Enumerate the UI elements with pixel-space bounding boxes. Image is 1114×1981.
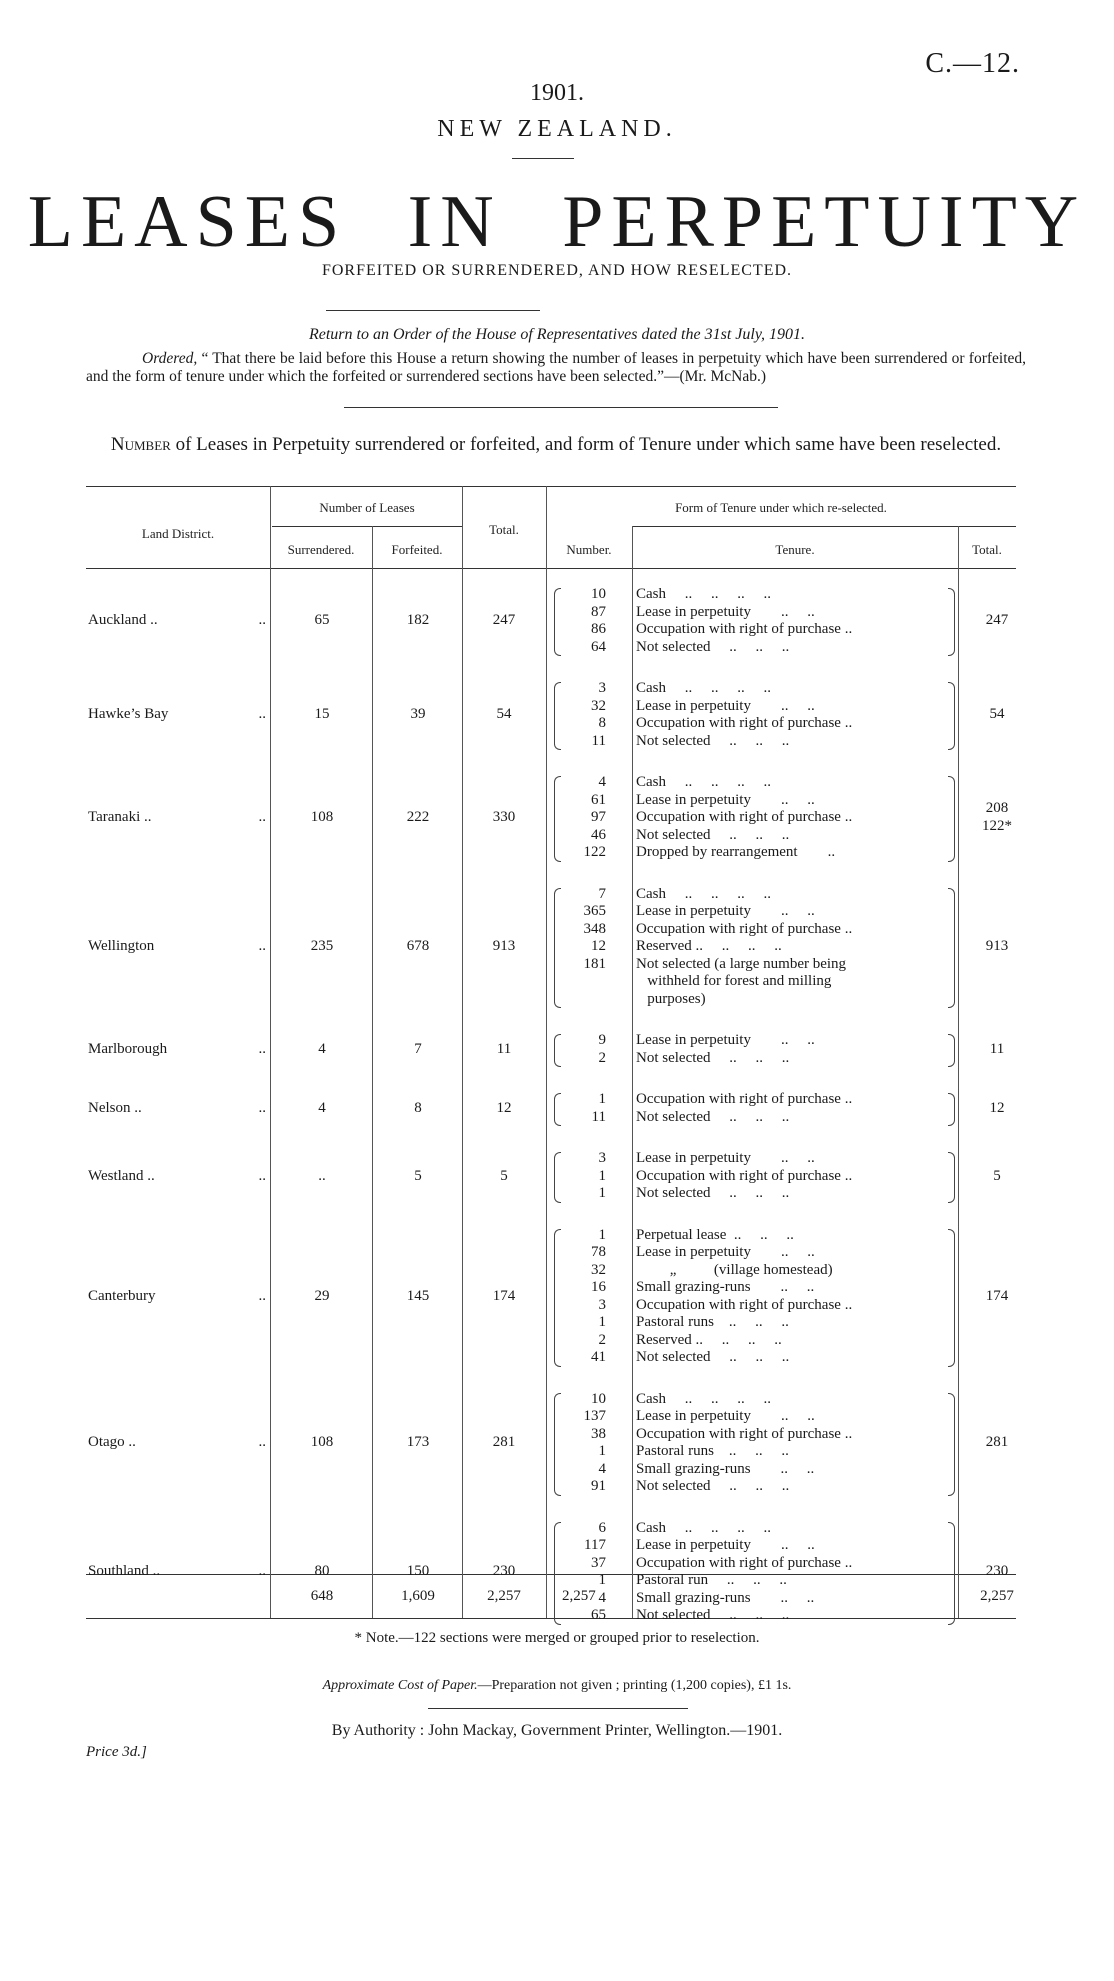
surrendered-count: 108 [310, 809, 334, 825]
tenure-type: Occupation with right of purchase .. [636, 621, 853, 637]
total-surrendered: 648 [310, 1588, 334, 1604]
ordered-word: Ordered, [142, 350, 198, 367]
surrendered-count: 235 [310, 938, 334, 954]
tenure-type: Not selected .. .. .. [636, 1108, 790, 1125]
left-brace [554, 1393, 561, 1496]
reselected-number: 1 [598, 1167, 606, 1184]
right-brace [948, 1152, 955, 1203]
forfeited-count: 678 [406, 938, 430, 954]
reselected-number: 9 [598, 1032, 606, 1048]
forfeited-count: 7 [414, 1040, 422, 1057]
total-forfeited: 1,609 [401, 1588, 435, 1604]
tenure-type: Small grazing-runs .. .. [636, 1279, 815, 1295]
lease-total: 913 [492, 938, 516, 954]
left-brace [554, 588, 561, 656]
reselected-number: 117 [584, 1537, 606, 1553]
reselected-number: 1 [598, 1091, 606, 1107]
reselected-number: 6 [598, 1519, 606, 1536]
leases-table [86, 486, 1016, 1623]
leader-dots: .. [258, 1167, 266, 1184]
reselected-number: 3 [598, 1150, 606, 1166]
tenure-type: Dropped by rearrangement .. [636, 844, 836, 860]
reselected-total: 230 [985, 1563, 1009, 1580]
tenure-type: Occupation with right of purchase .. [636, 1554, 853, 1571]
reselected-total: 5 [993, 1167, 1001, 1184]
tenure-type: Lease in perpetuity .. .. [636, 903, 815, 919]
land-district-name: Hawke’s Bay [88, 706, 169, 723]
cost-label: Approximate Cost of Paper. [322, 1678, 478, 1693]
reselected-number: 32 [591, 1261, 606, 1278]
reselected-number: 137 [583, 1408, 606, 1424]
reselected-number: 91 [591, 1478, 606, 1494]
leader-dots: .. [258, 612, 266, 629]
number-of-leases-rule [272, 526, 462, 527]
tenure-type: Lease in perpetuity .. .. [636, 1244, 815, 1260]
right-brace [948, 1093, 955, 1126]
tenure-type: Cash .. .. .. .. [636, 586, 771, 602]
column-rule [270, 486, 271, 1618]
tenure-type: Reserved .. .. .. .. [636, 1331, 782, 1348]
lease-total: 330 [492, 809, 516, 825]
table-heading-first-word: Number [110, 434, 171, 455]
tenure-type: Lease in perpetuity .. .. [636, 1537, 815, 1553]
total-row-total: 2,257 [980, 1588, 1014, 1604]
header-total: Total. [489, 522, 519, 537]
tenure-type: Small grazing-runs .. .. [636, 1589, 815, 1606]
land-district-name: Wellington [88, 938, 155, 954]
right-brace [948, 888, 955, 1009]
surrendered-count: 80 [314, 1563, 330, 1580]
reselected-total: 913 [985, 938, 1009, 954]
tenure-type: Pastoral run .. .. .. [636, 1572, 787, 1588]
surrendered-count: 65 [314, 612, 330, 629]
tenure-type: Not selected .. .. .. [636, 1049, 790, 1066]
leader-dots: .. [258, 1563, 266, 1580]
tenure-type: Not selected .. .. .. [636, 826, 790, 843]
right-brace [948, 776, 955, 862]
reselected-number: 11 [591, 1108, 606, 1125]
lease-total: 11 [496, 1040, 512, 1057]
right-brace [948, 1522, 955, 1625]
tenure-type: Cash .. .. .. .. [636, 1519, 771, 1536]
reselected-number: 10 [591, 586, 606, 602]
reselected-number: 64 [591, 638, 606, 655]
land-district-name: Auckland .. [88, 612, 158, 629]
reselected-total-dropped: 122* [982, 817, 1012, 834]
tenure-type: Occupation with right of purchase .. [636, 1425, 853, 1442]
cost-line [0, 1678, 1114, 1694]
header-form-of-tenure: Form of Tenure under which re-selected. [675, 500, 887, 515]
reselected-number: 46 [591, 826, 606, 843]
reselected-number: 1 [598, 1185, 606, 1201]
tenure-type: Not selected .. .. .. [636, 1185, 790, 1201]
subtitle-rule [326, 310, 540, 311]
reselected-number: 348 [583, 920, 606, 937]
column-rule [462, 486, 463, 1618]
reselected-number: 3 [598, 680, 606, 696]
tenure-type: Not selected .. .. .. [636, 638, 790, 655]
reselected-number: 37 [591, 1554, 606, 1571]
right-brace [948, 682, 955, 750]
reselected-number: 1 [598, 1226, 606, 1243]
left-brace [554, 1522, 561, 1625]
land-district-name: Marlborough [88, 1040, 168, 1057]
tenure-type: Not selected (a large number being [636, 955, 847, 972]
reselected-number: 32 [591, 697, 606, 714]
column-rule [372, 526, 373, 1618]
tenure-type: Small grazing-runs .. .. [636, 1460, 815, 1477]
reselected-number: 10 [591, 1390, 606, 1407]
left-brace [554, 1093, 561, 1126]
forfeited-count: 39 [410, 706, 426, 723]
reselected-total: 12 [989, 1099, 1005, 1116]
reselected-number: 1 [598, 1572, 606, 1588]
leader-dots: .. [258, 809, 266, 825]
leader-dots: .. [258, 938, 266, 954]
tenure-type: Occupation with right of purchase .. [636, 1296, 853, 1313]
land-district-name: Southland .. [88, 1563, 161, 1580]
tenure-type: Cash .. .. .. .. [636, 680, 771, 696]
leader-dots: .. [258, 1434, 266, 1451]
land-district-name: Otago .. [88, 1434, 136, 1451]
header-land-district: Land District. [141, 526, 215, 541]
tenure-type: Cash .. .. .. .. [636, 774, 771, 790]
header-rule [512, 158, 574, 159]
right-brace [948, 1229, 955, 1367]
reselected-number: 7 [598, 885, 606, 902]
left-brace [554, 1229, 561, 1367]
reselected-number: 8 [598, 715, 606, 731]
footer-rule [428, 1708, 688, 1709]
tenure-type: Occupation with right of purchase .. [636, 1091, 853, 1107]
reselected-number: 4 [598, 1460, 606, 1477]
tenure-type: purposes) [636, 990, 706, 1007]
total-total: 2,257 [487, 1588, 521, 1604]
tenure-type: Not selected .. .. .. [636, 1607, 790, 1623]
reselected-number: 78 [591, 1244, 606, 1260]
left-brace [554, 682, 561, 750]
tenure-type: Pastoral runs .. .. .. [636, 1314, 789, 1330]
tenure-type: Reserved .. .. .. .. [636, 938, 782, 954]
return-line: Return to an Order of the House of Representatives dated the 31st July, 1901. [308, 326, 806, 343]
document-subtitle: FORFEITED OR SURRENDERED, AND HOW RESELECTED. [321, 262, 793, 279]
surrendered-count: .. [318, 1167, 326, 1184]
column-rule [546, 486, 547, 1618]
reselected-number: 61 [591, 791, 606, 808]
leader-dots: .. [258, 1099, 266, 1116]
reselected-number: 4 [598, 1589, 606, 1606]
land-district-name: Taranaki .. [88, 809, 152, 825]
leader-dots: .. [258, 1040, 266, 1057]
forfeited-count: 222 [406, 809, 430, 825]
left-brace [554, 776, 561, 862]
tenure-type: Lease in perpetuity .. .. [636, 791, 815, 808]
tenure-type: Occupation with right of purchase .. [636, 1167, 853, 1184]
header-number-of-leases: Number of Leases [319, 500, 415, 515]
forfeited-count: 173 [406, 1434, 430, 1451]
reselected-number: 16 [591, 1279, 606, 1295]
total-number: 2,257 [562, 1588, 596, 1604]
reselected-number: 2 [598, 1049, 606, 1066]
ordered-paragraph [86, 350, 1026, 386]
forfeited-count: 5 [414, 1167, 422, 1184]
reselected-total: 54 [989, 706, 1005, 723]
reselected-number: 365 [583, 903, 606, 919]
tenure-type: Lease in perpetuity .. .. [636, 697, 815, 714]
tenure-type: „ (village homestead) [636, 1261, 833, 1278]
lease-total: 54 [496, 706, 512, 723]
lease-total: 247 [492, 612, 516, 629]
forfeited-count: 8 [414, 1099, 422, 1116]
surrendered-count: 29 [314, 1287, 330, 1304]
right-brace [948, 1034, 955, 1067]
document-reference: C.—12. [925, 48, 1020, 79]
surrendered-count: 15 [314, 706, 330, 723]
reselected-total: 174 [985, 1287, 1009, 1304]
tenure-type: Cash .. .. .. .. [636, 885, 771, 902]
price: Price 3d.] [86, 1744, 147, 1760]
header-tenure: Tenure. [775, 542, 815, 557]
tenure-type: Not selected .. .. .. [636, 1478, 790, 1494]
reselected-number: 3 [598, 1296, 606, 1313]
land-district-name: Nelson .. [88, 1099, 142, 1116]
tenure-type: Lease in perpetuity .. .. [636, 1408, 815, 1424]
tenure-type: Lease in perpetuity .. .. [636, 1032, 815, 1048]
left-brace [554, 888, 561, 1009]
table-heading-rest: of Leases in Perpetuity surrendered or forfeited, and form of Tenure under which same have been reselected. [170, 434, 1002, 455]
document-year: 1901. [530, 80, 584, 106]
leader-dots: .. [258, 706, 266, 723]
tenure-type: Occupation with right of purchase .. [636, 920, 853, 937]
reselected-number: 1 [598, 1443, 606, 1459]
table-heading [86, 434, 1026, 456]
tenure-type: Not selected .. .. .. [636, 732, 790, 749]
reselected-number: 181 [583, 955, 606, 972]
lease-total: 12 [496, 1099, 512, 1116]
reselected-number: 12 [591, 938, 606, 954]
reselected-number: 87 [591, 603, 606, 620]
header-number: Number. [566, 542, 612, 557]
reselected-total: 281 [985, 1434, 1009, 1451]
lease-total: 5 [500, 1167, 508, 1184]
table-top-rule [86, 486, 1016, 487]
reselected-number: 11 [591, 732, 606, 749]
reselected-total: 11 [989, 1040, 1005, 1057]
document-title: LEASES IN PERPETUITY [27, 181, 1087, 263]
lease-total: 174 [492, 1287, 516, 1304]
footnote: * Note.—122 sections were merged or grouped prior to reselection. [354, 1630, 760, 1646]
tenure-type: Occupation with right of purchase .. [636, 715, 853, 731]
tenure-type: Lease in perpetuity .. .. [636, 1150, 815, 1166]
header-surrendered: Surrendered. [287, 542, 355, 557]
tenure-type: Perpetual lease .. .. .. [636, 1226, 794, 1243]
reselected-number: 1 [598, 1314, 606, 1330]
right-brace [948, 588, 955, 656]
header-total-right: Total. [972, 542, 1002, 557]
tenure-type: Lease in perpetuity .. .. [636, 603, 815, 620]
tenure-type: Not selected .. .. .. [636, 1349, 790, 1365]
header-forfeited: Forfeited. [391, 542, 443, 557]
forfeited-count: 150 [406, 1563, 430, 1580]
left-brace [554, 1152, 561, 1203]
surrendered-count: 4 [318, 1040, 326, 1057]
lease-total: 230 [492, 1563, 516, 1580]
reselected-number: 86 [591, 621, 606, 637]
right-brace [948, 1393, 955, 1496]
tenure-type: Cash .. .. .. .. [636, 1390, 771, 1407]
surrendered-count: 4 [318, 1099, 326, 1116]
document-country: NEW ZEALAND. [437, 116, 677, 142]
intro-rule [344, 407, 778, 408]
forfeited-count: 182 [406, 612, 430, 629]
tenure-type: withheld for forest and milling [636, 973, 832, 989]
leader-dots: .. [258, 1287, 266, 1304]
column-rule [632, 526, 633, 1618]
ordered-text: “ That there be laid before this House a return showing the number of leases in perpetuity which have been surrendered or forfeited, and the form of tenure under which the forfeited or surrendered sections have been selected.”—(Mr. McNab.) [86, 350, 1027, 385]
reselected-number: 97 [591, 809, 606, 825]
tenure-type: Occupation with right of purchase .. [636, 809, 853, 825]
lease-total: 281 [492, 1434, 516, 1451]
surrendered-count: 108 [310, 1434, 334, 1451]
reselected-number: 4 [598, 774, 606, 790]
reselected-number: 38 [591, 1425, 606, 1442]
land-district-name: Canterbury [88, 1287, 156, 1304]
reselected-number: 65 [591, 1607, 606, 1623]
cost-text: —Preparation not given ; printing (1,200 copies), £1 1s. [477, 1678, 792, 1693]
reselected-total: 247 [985, 612, 1009, 629]
forfeited-count: 145 [406, 1287, 430, 1304]
header-bottom-rule [86, 568, 1016, 569]
reselected-number: 41 [591, 1349, 606, 1365]
authority-line: By Authority : John Mackay, Government Printer, Wellington.—1901. [331, 1722, 783, 1739]
tenure-type: Pastoral runs .. .. .. [636, 1443, 789, 1459]
reselected-number: 2 [598, 1331, 606, 1348]
land-district-name: Westland .. [88, 1167, 155, 1184]
reselected-total: 208 [985, 800, 1009, 817]
reselected-number: 122 [583, 844, 606, 860]
left-brace [554, 1034, 561, 1067]
